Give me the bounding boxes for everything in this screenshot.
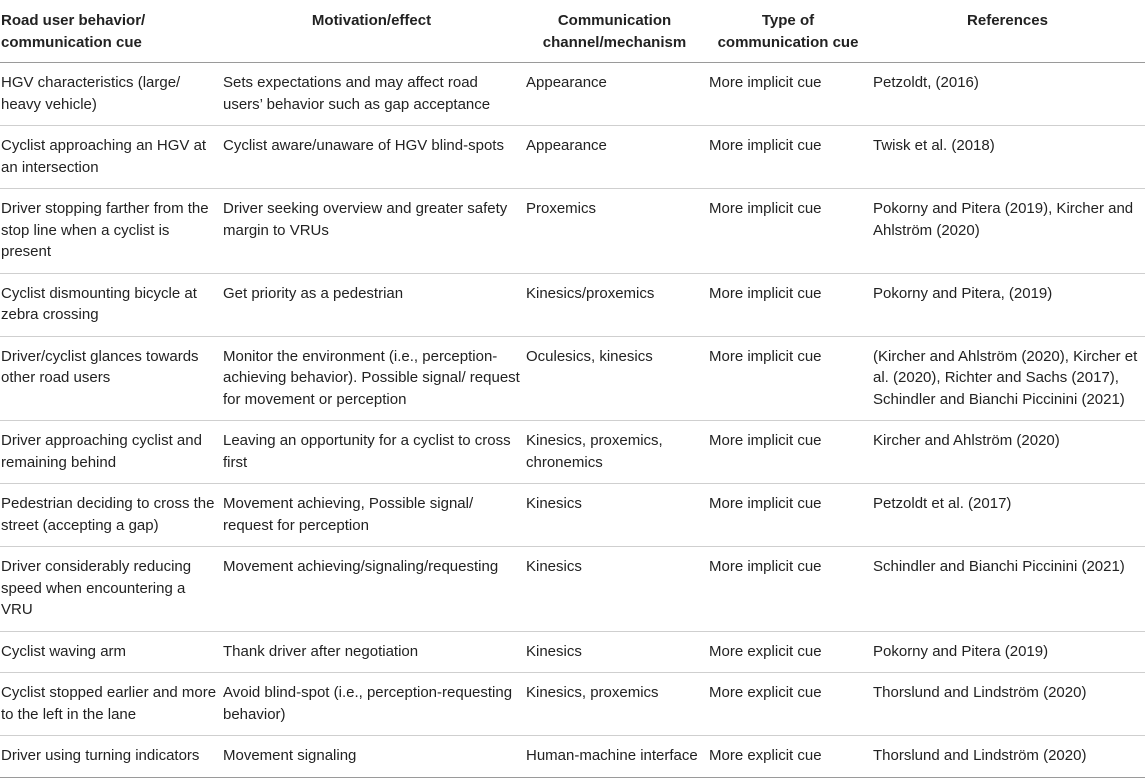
table-row xyxy=(0,673,1145,736)
cell-channel-mechanism: Appearance xyxy=(523,126,706,189)
table-row xyxy=(0,547,1145,632)
cell-motivation-effect: Monitor the environment (i.e., perception-achieving behavior). Possible signal/ request for movement or perception xyxy=(220,336,523,421)
cell-references: Petzoldt, (2016) xyxy=(870,63,1145,126)
cell-references: Pokorny and Pitera (2019), Kircher and Ahlström (2020) xyxy=(870,189,1145,274)
cell-behavior-cue: Driver approaching cyclist and remaining behind xyxy=(0,421,220,484)
cell-references: (Kircher and Ahlström (2020), Kircher et al. (2020), Richter and Sachs (2017), Schindler and Bianchi Piccinini (2021) xyxy=(870,336,1145,421)
table-body xyxy=(0,63,1145,778)
cell-references: Kircher and Ahlström (2020) xyxy=(870,421,1145,484)
cell-behavior-cue: Cyclist waving arm xyxy=(0,631,220,673)
header-behavior-cue: Road user behavior/ communication cue xyxy=(0,0,220,63)
table-row xyxy=(0,189,1145,274)
cell-behavior-cue: Driver stopping farther from the stop line when a cyclist is present xyxy=(0,189,220,274)
cell-motivation-effect: Sets expectations and may affect road users’ behavior such as gap acceptance xyxy=(220,63,523,126)
cell-motivation-effect: Movement signaling xyxy=(220,736,523,778)
cell-channel-mechanism: Oculesics, kinesics xyxy=(523,336,706,421)
cell-channel-mechanism: Kinesics xyxy=(523,484,706,547)
table-row xyxy=(0,736,1145,778)
cell-references: Pokorny and Pitera, (2019) xyxy=(870,273,1145,336)
header-motivation-effect: Motivation/effect xyxy=(220,0,523,63)
cell-references: Schindler and Bianchi Piccinini (2021) xyxy=(870,547,1145,632)
cell-motivation-effect: Cyclist aware/unaware of HGV blind-spots xyxy=(220,126,523,189)
table-row xyxy=(0,63,1145,126)
cell-channel-mechanism: Human-machine interface xyxy=(523,736,706,778)
cell-channel-mechanism: Kinesics/proxemics xyxy=(523,273,706,336)
cell-references: Petzoldt et al. (2017) xyxy=(870,484,1145,547)
table-row xyxy=(0,421,1145,484)
cell-channel-mechanism: Appearance xyxy=(523,63,706,126)
table-row xyxy=(0,336,1145,421)
cell-cue-type: More implicit cue xyxy=(706,336,870,421)
cell-cue-type: More explicit cue xyxy=(706,736,870,778)
header-channel-mechanism: Communication channel/mechanism xyxy=(523,0,706,63)
cell-behavior-cue: Driver using turning indicators xyxy=(0,736,220,778)
cell-channel-mechanism: Proxemics xyxy=(523,189,706,274)
cell-references: Thorslund and Lindström (2020) xyxy=(870,673,1145,736)
cell-cue-type: More implicit cue xyxy=(706,421,870,484)
cell-behavior-cue: Cyclist dismounting bicycle at zebra crossing xyxy=(0,273,220,336)
cell-channel-mechanism: Kinesics xyxy=(523,547,706,632)
cell-behavior-cue: HGV characteristics (large/ heavy vehicle) xyxy=(0,63,220,126)
cell-references: Thorslund and Lindström (2020) xyxy=(870,736,1145,778)
cell-channel-mechanism: Kinesics, proxemics, chronemics xyxy=(523,421,706,484)
header-references: References xyxy=(870,0,1145,63)
cell-motivation-effect: Driver seeking overview and greater safety margin to VRUs xyxy=(220,189,523,274)
table-header xyxy=(0,0,1145,63)
cell-cue-type: More implicit cue xyxy=(706,126,870,189)
table-row xyxy=(0,484,1145,547)
cell-motivation-effect: Leaving an opportunity for a cyclist to cross first xyxy=(220,421,523,484)
cell-motivation-effect: Get priority as a pedestrian xyxy=(220,273,523,336)
cell-behavior-cue: Cyclist approaching an HGV at an intersection xyxy=(0,126,220,189)
cell-behavior-cue: Cyclist stopped earlier and more to the left in the lane xyxy=(0,673,220,736)
cell-channel-mechanism: Kinesics xyxy=(523,631,706,673)
cell-motivation-effect: Movement achieving/signaling/requesting xyxy=(220,547,523,632)
cell-behavior-cue: Driver/cyclist glances towards other road users xyxy=(0,336,220,421)
cell-motivation-effect: Thank driver after negotiation xyxy=(220,631,523,673)
cell-cue-type: More explicit cue xyxy=(706,673,870,736)
table-row xyxy=(0,631,1145,673)
header-cue-type: Type of communication cue xyxy=(706,0,870,63)
cell-cue-type: More explicit cue xyxy=(706,631,870,673)
cell-cue-type: More implicit cue xyxy=(706,189,870,274)
table-row xyxy=(0,273,1145,336)
cell-motivation-effect: Movement achieving, Possible signal/ request for perception xyxy=(220,484,523,547)
cell-channel-mechanism: Kinesics, proxemics xyxy=(523,673,706,736)
cell-references: Twisk et al. (2018) xyxy=(870,126,1145,189)
cell-behavior-cue: Driver considerably reducing speed when encountering a VRU xyxy=(0,547,220,632)
cell-cue-type: More implicit cue xyxy=(706,484,870,547)
cell-motivation-effect: Avoid blind-spot (i.e., perception-requesting behavior) xyxy=(220,673,523,736)
cell-references: Pokorny and Pitera (2019) xyxy=(870,631,1145,673)
cell-cue-type: More implicit cue xyxy=(706,63,870,126)
cell-cue-type: More implicit cue xyxy=(706,273,870,336)
table-row xyxy=(0,126,1145,189)
cell-behavior-cue: Pedestrian deciding to cross the street (accepting a gap) xyxy=(0,484,220,547)
cell-cue-type: More implicit cue xyxy=(706,547,870,632)
header-row xyxy=(0,0,1145,63)
